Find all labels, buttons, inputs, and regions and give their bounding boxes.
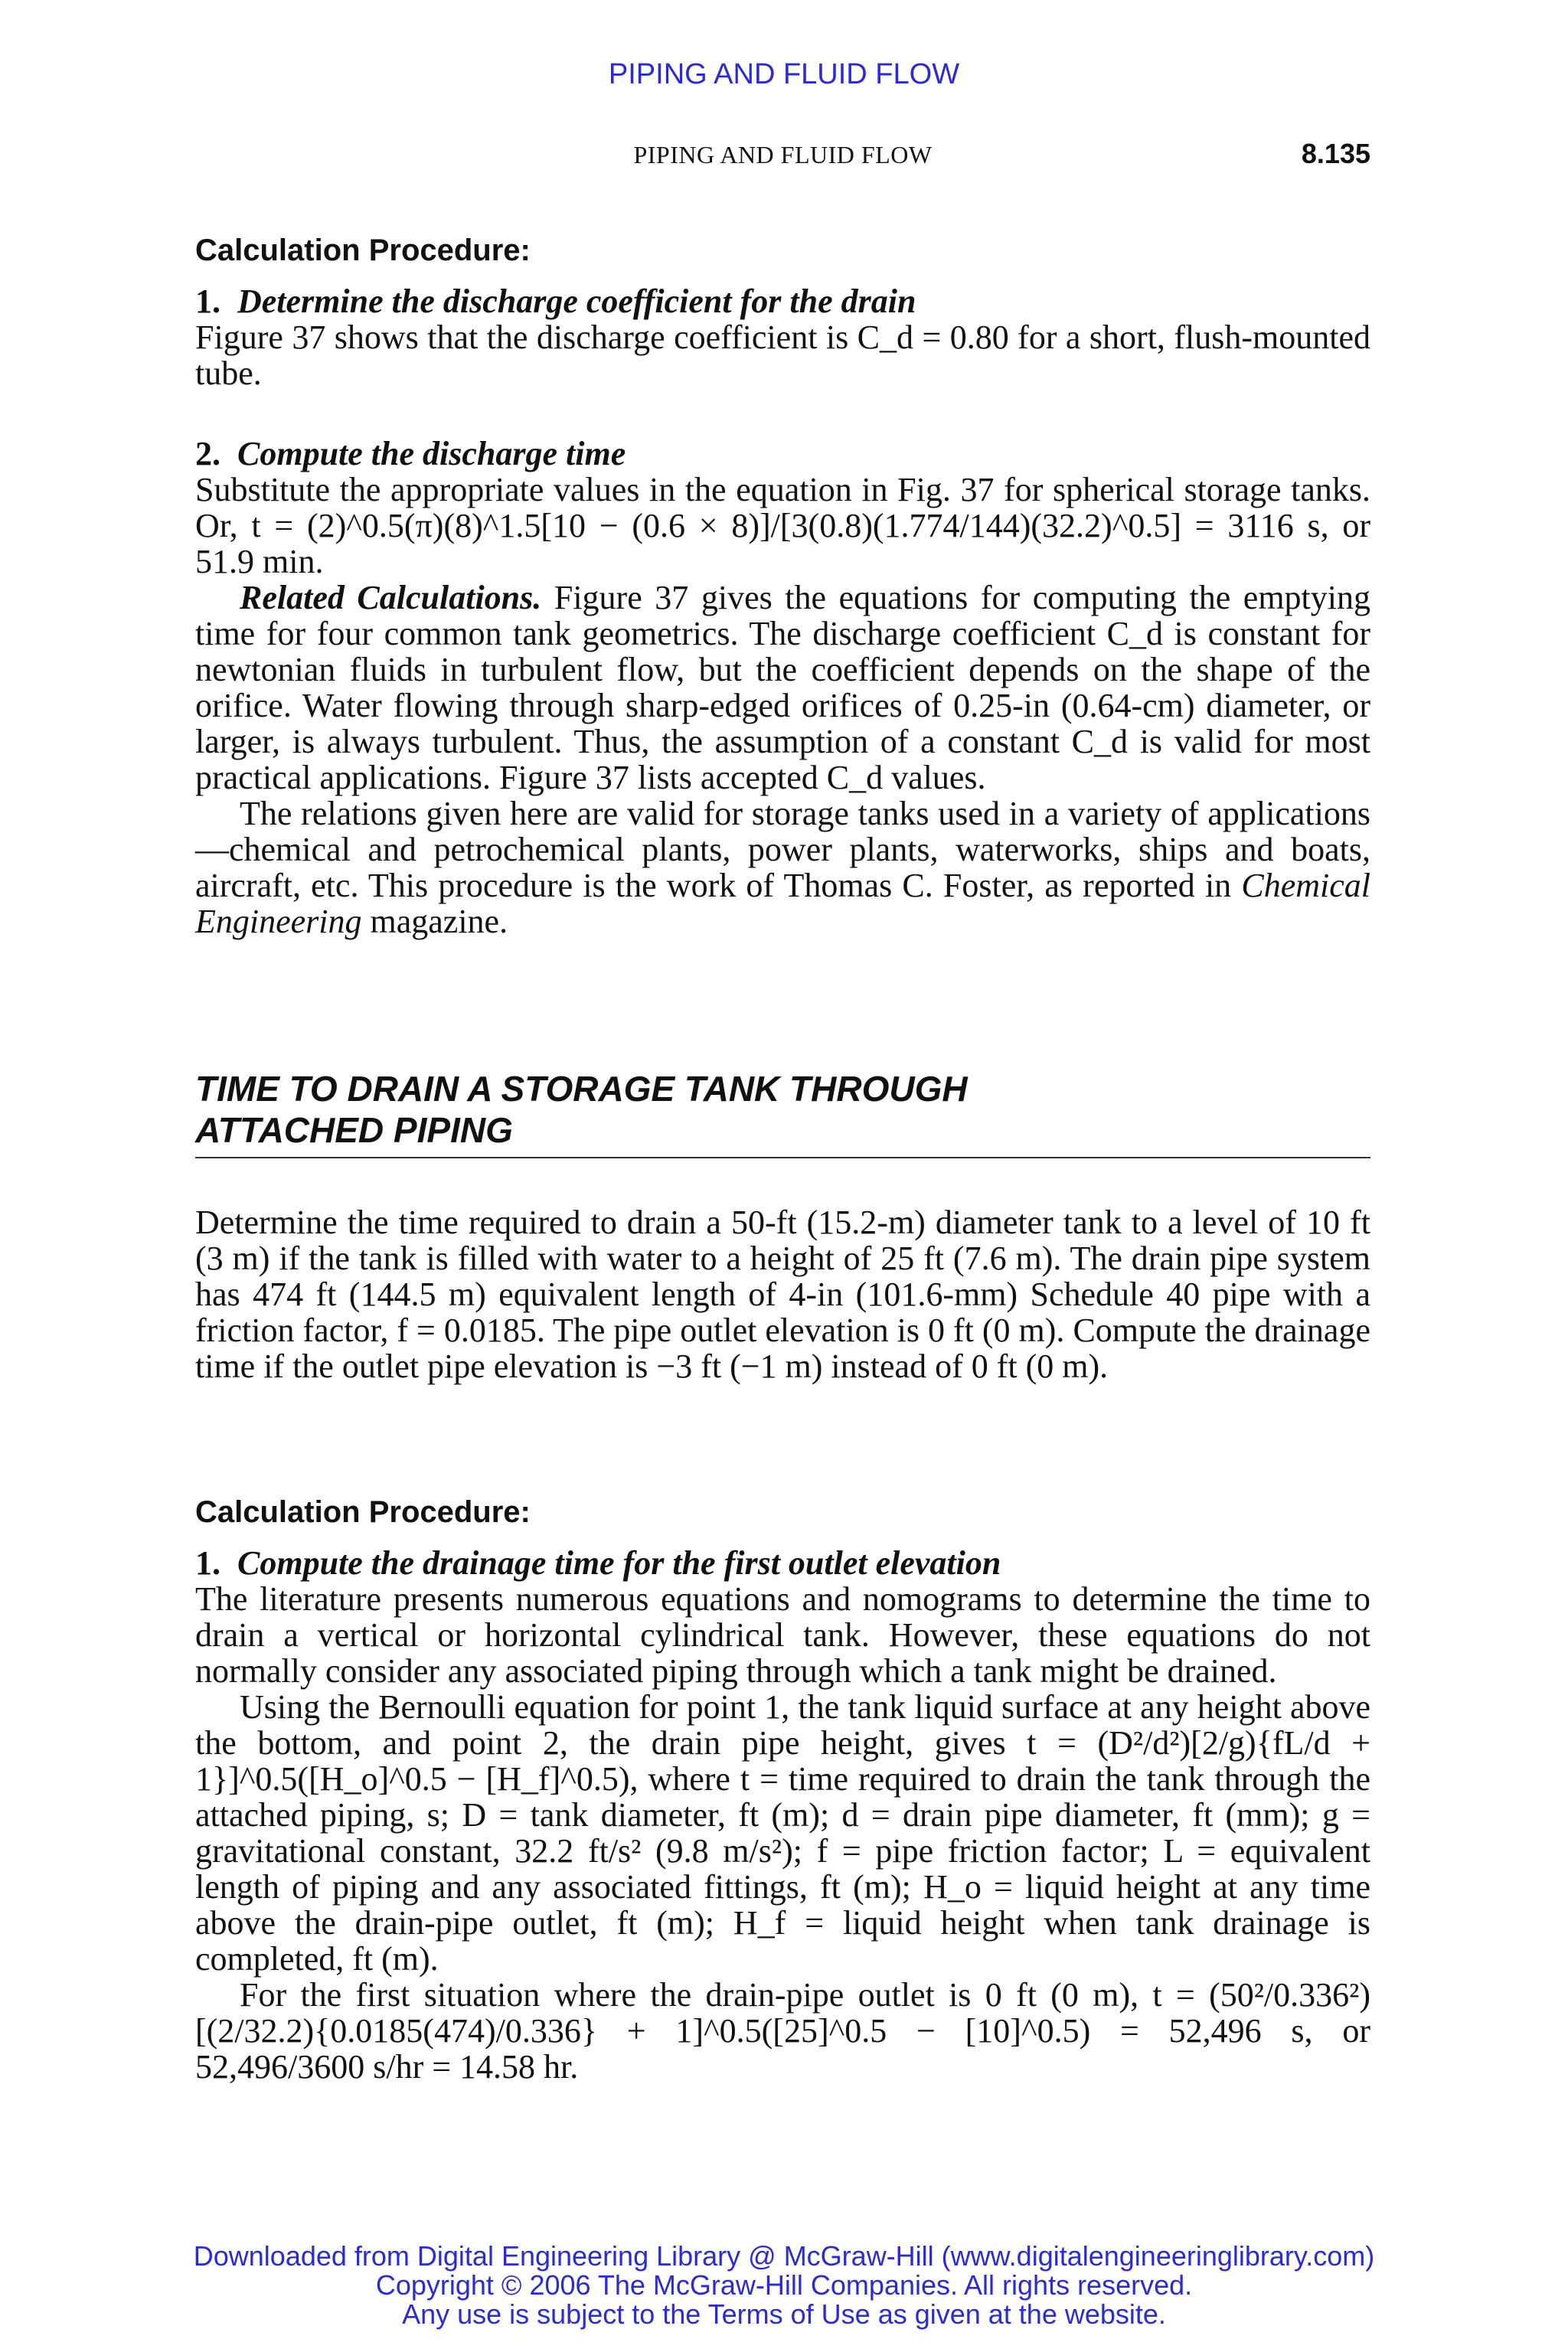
paragraph: Substitute the appropriate values in the equation in Fig. 37 for spherical storage tanks. Or, t = (2)^0.5(π)(8)^1.5[10 − (0.6 × 8)]/[3(0.8)(1.774/144)(32.2)^0.5] = 3116 s, or 51.9 min. xyxy=(195,471,1370,580)
related-calculations-paragraph xyxy=(195,580,1370,795)
footer-line[interactable]: Downloaded from Digital Engineering Library @ McGraw-Hill (www.digitalengineeringlibrary.com) xyxy=(193,2240,1375,2272)
step-title: Determine the discharge coefficient for the drain xyxy=(237,283,916,320)
step-number: 2. xyxy=(195,435,220,472)
calculation-procedure-heading: Calculation Procedure: xyxy=(195,234,531,267)
related-calculations-label: Related Calculations. xyxy=(240,579,542,616)
footer-line: Any use is subject to the Terms of Use as given at the website. xyxy=(402,2298,1166,2330)
paragraph: The literature presents numerous equations and nomograms to determine the time to drain a vertical or horizontal cylindrical tank. However, these equations do not normally consider any associated piping through which a tank might be drained. xyxy=(195,1580,1370,1690)
step-heading xyxy=(195,1545,1370,1581)
step-heading xyxy=(195,283,1370,319)
running-head-title: PIPING AND FLUID FLOW xyxy=(633,141,933,168)
paragraph: Using the Bernoulli equation for point 1, the tank liquid surface at any height above the bottom, and point 2, the drain pipe height, gives t = (D²/d²)[2/g){fL/d + 1}]^0.5([H_o]^0.5 − [H_f]^0.5), where t = time required to drain the tank through the attached piping, s; D = tank diameter, ft (m); d = drain pipe diameter, ft (mm); g = gravitational constant, 32.2 ft/s² (9.8 m/s²); f = pipe friction factor; L = equivalent length of piping and any associated fittings, ft (m); H_o = liquid height at any time above the drain-pipe outlet, ft (m); H_f = liquid height when tank drainage is completed, ft (m). xyxy=(195,1688,1370,1978)
step-heading xyxy=(195,436,1370,472)
step-number: 1. xyxy=(195,1544,220,1582)
page-body xyxy=(195,227,1370,2085)
paragraph-text: The relations given here are valid for storage tanks used in a variety of applications—chemical and petrochemical plants, power plants, waterworks, ships and boats, aircraft, etc. This procedure is the work of Thomas C. Foster, as reported in xyxy=(195,795,1370,904)
running-head xyxy=(195,138,1370,179)
step-number: 1. xyxy=(195,283,220,320)
paragraph xyxy=(195,795,1370,939)
problem-statement: Determine the time required to drain a 50-ft (15.2-m) diameter tank to a level of 10 ft (3 m) if the tank is filled with water to a height of 25 ft (7.6 m). The drain pipe system has 474 ft (144.5 m) equivalent length of 4-in (101.6-mm) Schedule 40 pipe with a friction factor, f = 0.0185. The pipe outlet elevation is 0 ft (0 m). Compute the drainage time if the outlet pipe elevation is −3 ft (−1 m) instead of 0 ft (0 m). xyxy=(195,1204,1370,1385)
top-link[interactable]: PIPING AND FLUID FLOW xyxy=(608,58,960,90)
journal-name: Chemical Engineering xyxy=(195,867,1370,940)
paragraph: Figure 37 shows that the discharge coefficient is C_d = 0.80 for a short, flush-mounted tube. xyxy=(195,318,1370,392)
section-title xyxy=(195,1068,1370,1158)
paragraph: For the first situation where the drain-pipe outlet is 0 ft (0 m), t = (50²/0.336²)[(2/32.2){0.0185(474)/0.336} + 1]^0.5([25]^0.5 − [10]^0.5) = 52,496 s, or 52,496/3600 s/hr = 14.58 hr. xyxy=(195,1976,1370,2086)
calculation-procedure-heading: Calculation Procedure: xyxy=(195,1495,531,1529)
related-calculations-text: Figure 37 gives the equations for computing the emptying time for four common tank geometrics. The discharge coefficient C_d is constant for newtonian fluids in turbulent flow, but the coefficient depends on the shape of the orifice. Water flowing through sharp-edged orifices of 0.25-in (0.64-cm) diameter, or larger, is always turbulent. Thus, the assumption of a constant C_d is valid for most practical applications. Figure 37 lists accepted C_d values. xyxy=(195,579,1370,796)
section-title-line: TIME TO DRAIN A STORAGE TANK THROUGH xyxy=(195,1069,968,1109)
paragraph-text: magazine. xyxy=(370,903,508,940)
step-title: Compute the discharge time xyxy=(237,435,626,472)
section-title-line: ATTACHED PIPING xyxy=(195,1110,513,1150)
page-number: 8.135 xyxy=(1301,138,1370,169)
step-title: Compute the drainage time for the first outlet elevation xyxy=(237,1544,1001,1582)
footer-line: Copyright © 2006 The McGraw-Hill Companies. All rights reserved. xyxy=(375,2269,1193,2301)
footer[interactable] xyxy=(0,2242,1568,2329)
